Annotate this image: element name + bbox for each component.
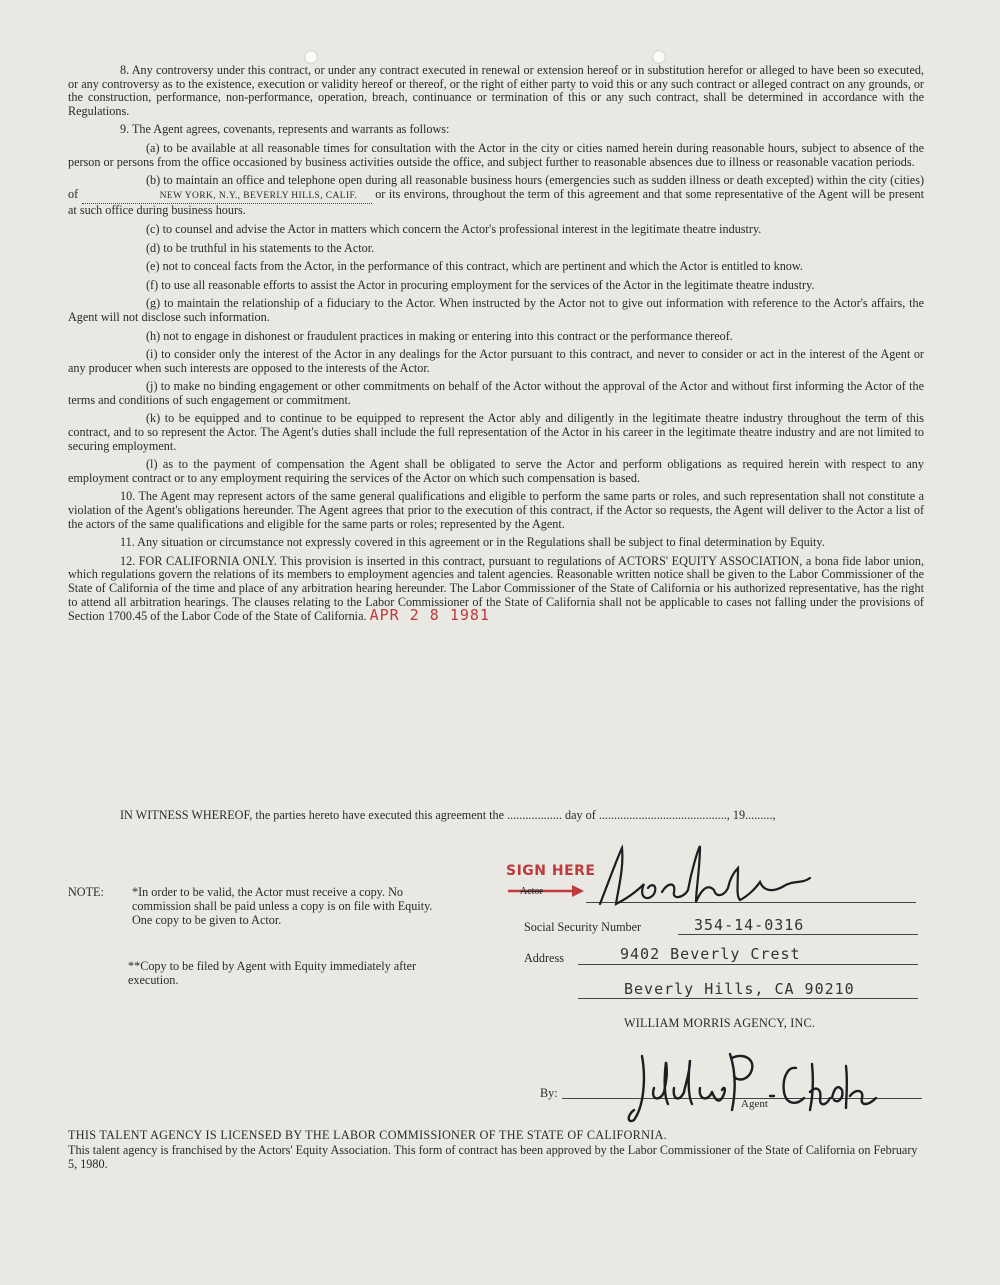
footer-franchise: This talent agency is franchised by the Actors' Equity Association. This form of contract has been approved by the Labor Commissioner of the State of California on February 5, 1980. [68, 1142, 918, 1171]
item-f: (f) to use all reasonable efforts to assist the Actor in procuring employment for the services of the Actor in the legitimate theatre industry. [146, 277, 815, 292]
item-b-text-continued: or its environs, throughout the term of this agreement and that some representative of the Agent will be present at such office during business hours. [68, 186, 925, 218]
paragraph-11: 11. Any situation or circumstance not expressly covered in this agreement or in the Regulations shall be subject to final determination by Equity. [120, 535, 825, 550]
item-b-text: (b) to maintain an office and telephone open during all reasonable business hours (emergencies such as sudden illness or death excepted) within the city (cities) of [68, 173, 924, 201]
punch-hole-right [652, 50, 666, 64]
note-2: **Copy to be filed by Agent with Equity immediately after execution. [128, 959, 417, 987]
address-line-1-rule [578, 964, 918, 965]
address-line-1: 9402 Beverly Crest [620, 945, 801, 963]
note-label: NOTE: [68, 885, 104, 899]
address-line-2-rule [578, 998, 918, 999]
item-d: (d) to be truthful in his statements to the Actor. [146, 240, 375, 255]
actor-label: Actor [520, 886, 543, 897]
address-line-2: Beverly Hills, CA 90210 [624, 980, 855, 998]
ssn-value: 354-14-0316 [694, 916, 805, 934]
agency-name: WILLIAM MORRIS AGENCY, INC. [624, 1016, 816, 1030]
item-a: (a) to be available at all reasonable times for consultation with the Actor in the city or cities named herein during reasonable hours, subject to absence of the person or persons from the office occasioned by business activities outside the office, and subject further to reasonable absences due to illness or reasonable vacation periods. [68, 140, 924, 169]
witness-text: IN WITNESS WHEREOF, the parties hereto have executed this agreement the .................. day of .........................................., 19........., [120, 808, 776, 822]
witness-line [68, 808, 924, 823]
item-l: (l) as to the payment of compensation the Agent shall be obligated to serve the Actor and perform obligations as required herein with respect to any employment contract or to any employment requiring the services of the Actor on which such compensation is based. [68, 457, 924, 485]
item-k: (k) to be equipped and to continue to be equipped to represent the Actor ably and diligently in the legitimate theatre industry throughout the term of this contract, and to so represent the Actor. The Agent's duties shall include the full representation of the Actor in his career in the legitimate theatre industry and are not limited to securing employment. [68, 411, 924, 453]
arrow-icon [506, 884, 586, 898]
ssn-line [678, 934, 918, 935]
note-1: *In order to be valid, the Actor must receive a copy. No commission shall be paid unless a copy is on file with Equity. One copy to be given to Actor. [132, 885, 433, 927]
punch-hole-left [304, 50, 318, 64]
footer-license: THIS TALENT AGENCY IS LICENSED BY THE LABOR COMMISSIONER OF THE STATE OF CALIFORNIA. [68, 1128, 668, 1142]
date-stamp: APR 2 8 1981 [369, 606, 490, 625]
item-c: (c) to counsel and advise the Actor in matters which concern the Actor's professional interest in the legitimate theatre industry. [146, 221, 762, 236]
by-label: By: [540, 1086, 558, 1100]
item-b [68, 174, 924, 218]
item-h: (h) not to engage in dishonest or fraudulent practices in making or entering into this contract or the performance thereof. [146, 328, 733, 343]
item-j: (j) to make no binding engagement or other commitments on behalf of the Actor without the approval of the Actor and without first informing the Actor of the terms and conditions of such engagement or commitment. [68, 379, 924, 407]
paragraph-8: 8. Any controversy under this contract, or under any contract executed in renewal or extension hereof or in substitution herefor or alleged to have been so executed, or any controversy as to the existence, execution or validity hereof or thereof, or the right of either party to void this or any such contract or alleged contract on any grounds, or the construction, performance, non-performance, operation, breach, continuance or termination of this or any such contract, shall be determined in accordance with the Regulations. [68, 63, 924, 118]
actor-signature [588, 838, 828, 918]
agent-label: Agent [741, 1098, 768, 1110]
item-b-cities: NEW YORK, N.Y., BEVERLY HILLS, CALIF. [82, 190, 372, 205]
paragraph-12 [68, 555, 924, 624]
contract-body [68, 64, 924, 629]
agent-signature [620, 1048, 910, 1128]
item-i: (i) to consider only the interest of the Actor in any dealings for the Actor pursuant to this contract, and never to consider or act in the interest of the Agent or any producer when such interests are opposed to the interests of the Actor. [68, 347, 924, 375]
item-e: (e) not to conceal facts from the Actor, in the performance of this contract, which are pertinent and which the Actor is entitled to know. [146, 259, 803, 274]
ssn-label: Social Security Number [524, 920, 642, 934]
paragraph-12-text: 12. FOR CALIFORNIA ONLY. This provision is inserted in this contract, pursuant to regulations of ACTORS' EQUITY ASSOCIATION, a bona fide labor union, which regulations govern the relations of its members to employment agencies and talent agencies. Reasonable written notice shall be given to the Labor Commissioner of the State of California of the time and place of any arbitration hearing hereunder. The Labor Commissioner of the State of California or his authorized representative, has the right to attend all arbitration hearings. The clauses relating to the Labor Commissioner of the State of California shall not be applicable to cases not falling under the provisions of Section 1700.45 of the Labor Code of the State of California. [68, 553, 924, 624]
paragraph-9: 9. The Agent agrees, covenants, represents and warrants as follows: [120, 122, 450, 137]
sign-here-stamp: SIGN HERE [506, 863, 596, 879]
item-g: (g) to maintain the relationship of a fiduciary to the Actor. When instructed by the Actor not to give out information with reference to the Actor's affairs, the Agent will not disclose such information. [68, 296, 924, 324]
address-label: Address [524, 951, 564, 965]
paragraph-10: 10. The Agent may represent actors of the same general qualifications and eligible to perform the same parts or roles, and such representation shall not constitute a violation of the Agent's obligations hereunder. The Agent agrees that prior to the execution of this contract, if the Actor so requests, the Agent will deliver to the Actor a list of the actors of the same qualifications and eligible for the same parts or roles; represented by the Agent. [68, 489, 924, 531]
footer [68, 1128, 928, 1172]
